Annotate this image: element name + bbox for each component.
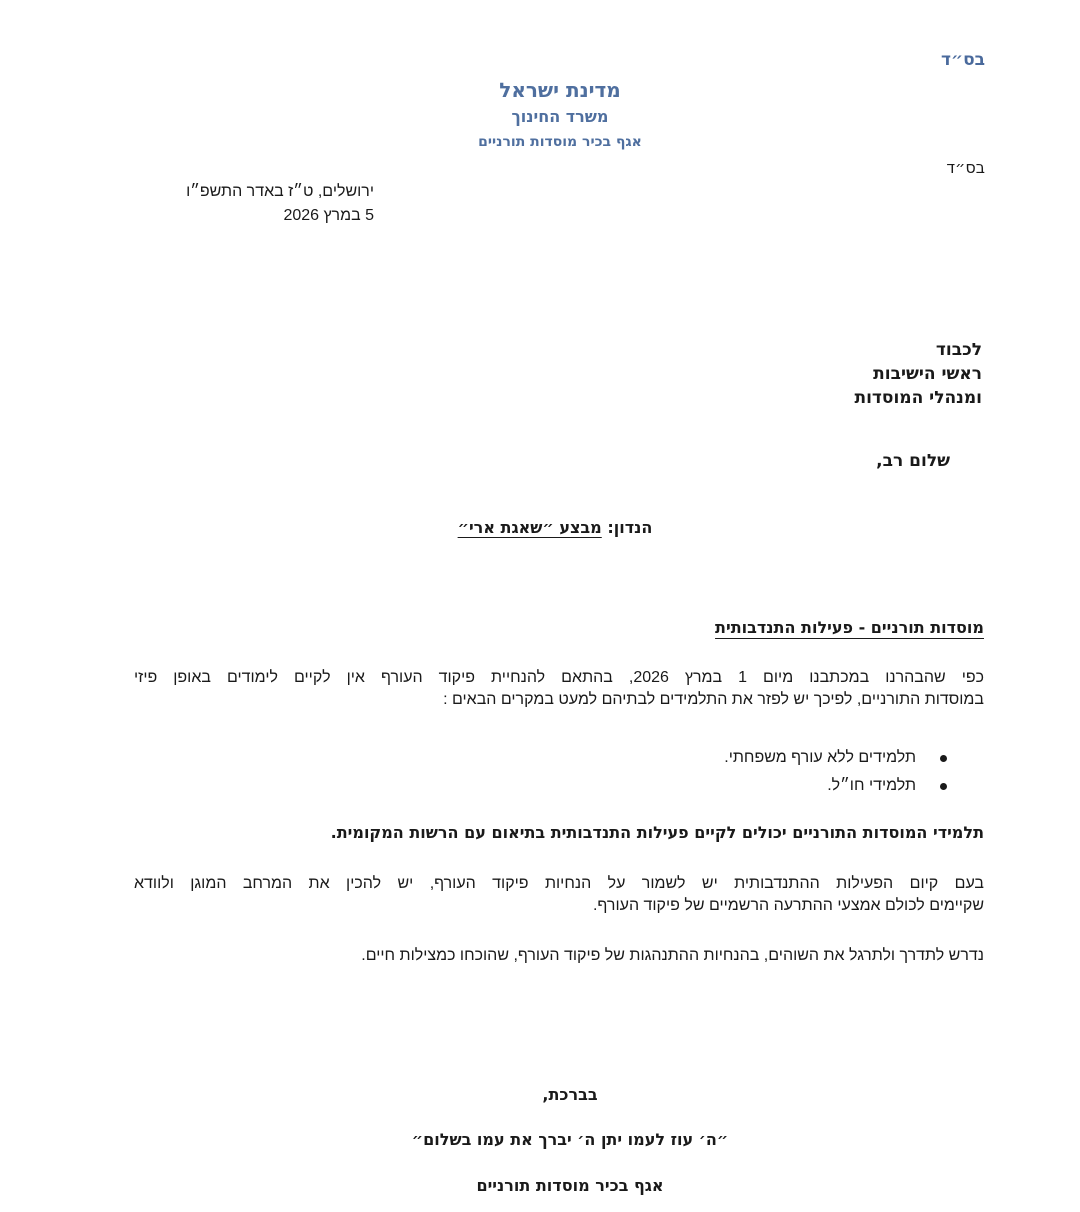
paragraph-safety-line-2: שקיימים לכולם אמצעי ההתרעה הרשמיים של פיקוד העורף. xyxy=(592,897,984,914)
closing-signature: אגף בכיר מוסדות תורניים xyxy=(476,1176,664,1195)
paragraph-intro-line-2: במוסדות התורניים, לפיכך יש לפזר את התלמידים לבתיהם למעט במקרים הבאים : xyxy=(443,691,984,708)
addressee-line-3: ומנהלי המוסדות xyxy=(854,388,982,408)
hebrew-date: ירושלים, ט״ז באדר התשפ״ו xyxy=(186,183,374,200)
paragraph-intro xyxy=(134,667,984,711)
bsd-header-mark: בס״ד xyxy=(941,50,985,70)
paragraph-intro-line-1: כפי שהבהרנו במכתבנו מיום 1 במרץ 2026, בהתאם להנחיית פיקוד העורף אין לקיים לימודים באופן פיזי xyxy=(134,669,985,686)
paragraph-briefing-line: נדרש לתדרך ולתרגל את השוהים, בהנחיות ההתנהגות של פיקוד העורף, שהוכחו כמצילות חיים. xyxy=(361,947,984,964)
bsd-body-mark: בס״ד xyxy=(946,158,985,177)
paragraph-safety xyxy=(134,873,984,917)
paragraph-briefing xyxy=(134,945,984,967)
date-block xyxy=(134,180,374,228)
list-item-text: תלמידים ללא עורף משפחתי. xyxy=(724,749,916,766)
closing-blessing: ״ה׳ עוז לעמו יתן ה׳ יברך את עמו בשלום״ xyxy=(411,1130,729,1149)
section-title: מוסדות תורניים - פעילות התנדבותית xyxy=(715,618,984,637)
volunteer-statement: תלמידי המוסדות התורניים יכולים לקיים פעילות התנדבותית בתיאום עם הרשות המקומית. xyxy=(330,823,984,842)
gregorian-date: 5 במרץ 2026 xyxy=(283,207,374,224)
paragraph-safety-line-1: בעם קיום הפעילות ההתנדבותית יש לשמור על הנחיות פיקוד העורף, יש להכין את המרחב המוגן ולוודא xyxy=(134,875,984,892)
letterhead xyxy=(440,76,680,154)
subject-label: הנדון: xyxy=(607,518,653,537)
addressee-line-1: לכבוד xyxy=(935,340,982,360)
addressee-block xyxy=(854,338,982,410)
greeting: שלום רב, xyxy=(876,451,950,471)
letterhead-ministry: משרד החינוך xyxy=(511,107,609,126)
addressee-line-2: ראשי הישיבות xyxy=(873,364,982,384)
letterhead-department: אגף בכיר מוסדות תורניים xyxy=(478,134,642,150)
letterhead-state: מדינת ישראל xyxy=(499,78,621,102)
exceptions-list xyxy=(724,744,984,800)
list-item xyxy=(724,744,984,772)
subject-value: מבצע ״שאגת ארי״ xyxy=(457,518,602,537)
subject-line xyxy=(440,518,670,537)
list-item xyxy=(724,772,984,800)
bullet-icon xyxy=(940,755,947,762)
list-item-text: תלמידי חו״ל. xyxy=(827,777,916,794)
bullet-icon xyxy=(940,783,947,790)
closing-salutation: בברכת, xyxy=(542,1085,598,1104)
